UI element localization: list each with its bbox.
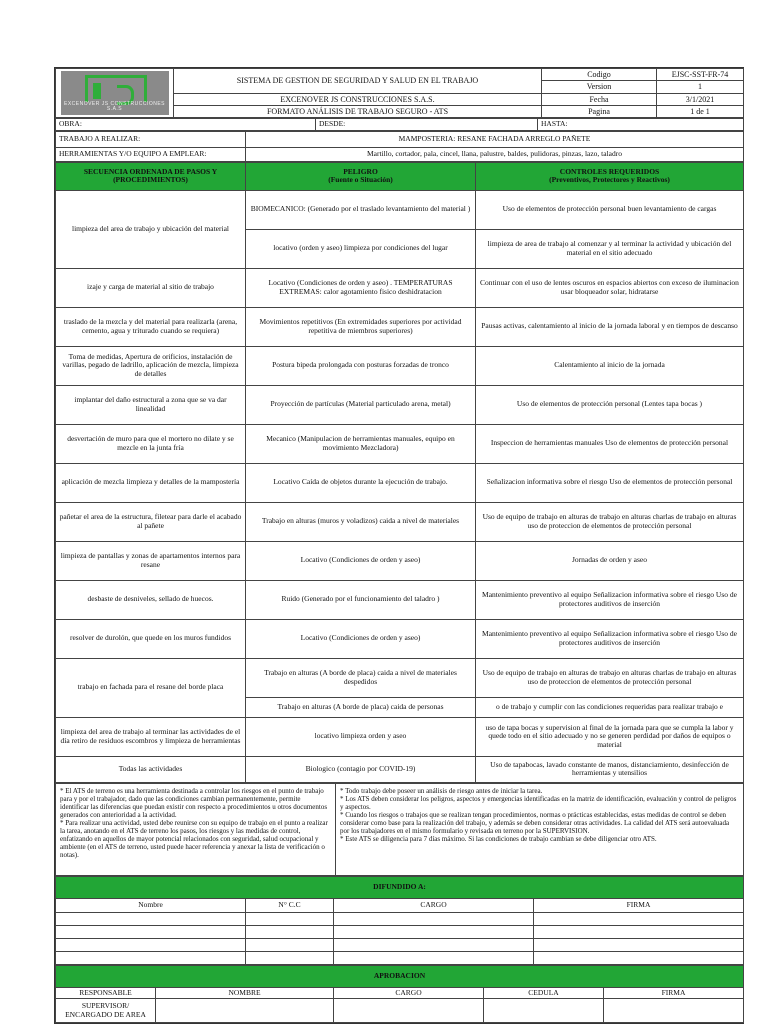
format-title: FORMATO ANÁLISIS DE TRABAJO SEGURO - ATS (174, 105, 542, 117)
table-row (56, 346, 744, 385)
aprobacion-cargo: CARGO (334, 987, 484, 999)
table-row (56, 717, 744, 756)
aprobacion-cedula: CEDULA (484, 987, 604, 999)
table-row (56, 268, 744, 307)
control-cell: Uso de equipo de trabajo en alturas de trabajo en alturas charlas de trabajo en alturas uso de proteccion de elementos de protección personal (476, 502, 744, 541)
system-title: SISTEMA DE GESTION DE SEGURIDAD Y SALUD EN EL TRABAJO (174, 69, 542, 94)
col-peligro (246, 162, 476, 190)
company-logo (56, 69, 174, 118)
aprobacion-supervisor: SUPERVISOR/ ENCARGADO DE AREA (56, 999, 156, 1023)
control-cell: Uso de tapabocas, lavado constante de manos, distanciamiento, desinfección de herramientas y utensilios (476, 756, 744, 782)
codigo-value: EJSC-SST-FR-74 (657, 69, 744, 81)
aprobacion-responsable: RESPONSABLE (56, 987, 156, 999)
table-row (56, 463, 744, 502)
paso-cell: Toma de medidas, Apertura de orificios, instalación de varillas, pegado de ladrillo, aplicación de mezcla, limpieza de detalles (56, 346, 246, 385)
info-section (55, 118, 744, 131)
aprobacion-nombre: NOMBRE (156, 987, 334, 999)
col-controles (476, 162, 744, 190)
signature-row[interactable] (56, 938, 744, 951)
col-secuencia: SECUENCIA ORDENADA DE PASOS Y (PROCEDIMIENTOS) (56, 162, 246, 190)
peligro-cell: locativo limpieza orden y aseo (246, 717, 476, 756)
paso-cell: izaje y carga de material al sitio de trabajo (56, 268, 246, 307)
difundido-section (55, 876, 744, 965)
trabajo-value: MAMPOSTERIA: RESANE FACHADA ARREGLO PAÑETE (246, 131, 744, 147)
control-cell: Uso de elementos de protección personal buen levantamiento de cargas (476, 190, 744, 229)
notes-section (55, 783, 744, 876)
peligro-cell: BIOMECANICO: (Generado por el traslado levantamiento del material ) (246, 190, 476, 229)
risk-table (55, 162, 744, 783)
company-name: EXCENOVER JS CONSTRUCCIONES S.A.S. (174, 93, 542, 105)
hasta-field[interactable]: HASTA: (538, 119, 744, 131)
signature-row[interactable] (56, 912, 744, 925)
peligro-cell: Movimientos repetitivos (En extremidades superiores por actividad repetitiva de miembros superiores) (246, 307, 476, 346)
control-cell: Uso de elementos de protección personal (Lentes tapa bocas ) (476, 385, 744, 424)
notes-right: * Todo trabajo debe poseer un análisis de riesgo antes de iniciar la tarea. * Los ATS deben considerar los peligros, aspectos y emergencias identificadas en la matriz de identificación, evaluación y control de peligros y aspectos. * Cuando los riesgos o trabajos que se realizan tengan procedimientos, normas o prácticas establecidas, estas medidas de control se deben considerar como base para la realización del trabajo, y además se deben considerar otras actividades. La calidad del ATS será autoevaluada por los trabajadores en el mismo formulario y revisada en terreno por la SUPERVISION. * Este ATS se diligencia para 7 días máximo. Si las condiciones de trabajo cambian se debe diligenciar otro ATS. (336, 783, 744, 875)
peligro-cell: Biologico (contagio por COVID-19) (246, 756, 476, 782)
control-cell: o de trabajo y cumplir con las condiciones requeridas para realizar trabajo e (476, 697, 744, 717)
control-cell: Inspeccion de herramientas manuales Uso de elementos de protección personal (476, 424, 744, 463)
obra-field[interactable]: OBRA: (56, 119, 316, 131)
peligro-cell: Trabajo en alturas (muros y voladizos) caida a nivel de materiales (246, 502, 476, 541)
table-row (56, 541, 744, 580)
supervisor-cargo-field[interactable] (334, 999, 484, 1023)
paso-cell: pañetar el area de la estructura, filetear para darle el acabado al pañete (56, 502, 246, 541)
paso-cell: desvertación de muro para que el mortero no dilate y se mezcle en la junta fría (56, 424, 246, 463)
supervisor-firma-field[interactable] (604, 999, 744, 1023)
control-cell: Mantenimiento preventivo al equipo Señalizacion informativa sobre el riesgo Uso de protectores auditivos de inserción (476, 619, 744, 658)
peligro-cell: Postura bipeda prolongada con posturas forzadas de tronco (246, 346, 476, 385)
peligro-cell: Trabajo en alturas (A borde de placa) caida a nivel de materiales despedidos (246, 658, 476, 697)
paso-cell: limpieza del area de trabajo al terminar las actividades de el día retiro de residuos escombros y limpieza de herramientas (56, 717, 246, 756)
control-cell: Uso de equipo de trabajo en alturas de trabajo en alturas charlas de trabajo en alturas uso de proteccion de elementos de protección personal (476, 658, 744, 697)
trabajo-label: TRABAJO A REALIZAR: (56, 131, 246, 147)
paso-cell: trabajo en fachada para el resane del borde placa (56, 658, 246, 717)
col-peligro-title: PELIGRO (343, 166, 378, 176)
difundido-title: DIFUNDIDO A: (56, 876, 744, 898)
pagina-label: Pagina (542, 105, 657, 117)
paso-cell: Todas las actividades (56, 756, 246, 782)
signature-row[interactable] (56, 951, 744, 964)
fecha-label: Fecha (542, 93, 657, 105)
difundido-firma: FIRMA (534, 898, 744, 912)
work-section (55, 131, 744, 162)
col-controles-title: CONTROLES REQUERIDOS (559, 166, 660, 176)
notes-left: * El ATS de terreno es una herramienta destinada a controlar los riesgos en el punto de trabajo para y por el trabajador, dado que las condiciones cambian permanentemente, permite identificar las diferencias que puedan existir con respecto a procedimientos u otros documentos generados con anterioridad a la actividad. * Para realizar una actividad, usted debe reunirse con su equipo de trabajo en el punto a realizar la tarea, anotando en el ATS de terreno los pasos, los riesgos y las medidas de control, enfatizando en aquellos de mayor potencial relacionados con seguridad, salud ocupacional y ambiente (en el ATS de terreno, usted puede hacer referencia y anexar la lista de verificación o notas). (56, 783, 336, 875)
control-cell: Pausas activas, calentamiento al inicio de la jornada laboral y en tiempos de descanso (476, 307, 744, 346)
table-row (56, 385, 744, 424)
signature-row[interactable] (56, 925, 744, 938)
control-cell: Calentamiento al inicio de la jornada (476, 346, 744, 385)
peligro-cell: Locativo (Condiciones de orden y aseo) (246, 541, 476, 580)
peligro-cell: Proyección de partículas (Material particulado arena, metal) (246, 385, 476, 424)
difundido-nombre: Nombre (56, 898, 246, 912)
peligro-cell: Ruido (Generado por el funcionamiento del taladro ) (246, 580, 476, 619)
table-row (56, 502, 744, 541)
difundido-cargo: CARGO (334, 898, 534, 912)
paso-cell: implantar del daño estructural a zona que se va dar linealidad (56, 385, 246, 424)
difundido-cc: N° C.C (246, 898, 334, 912)
aprobacion-section (55, 965, 744, 1024)
peligro-cell: Locativo Caída de objetos durante la ejecución de trabajo. (246, 463, 476, 502)
control-cell: limpieza de area de trabajo al comenzar y al terminar la actividad y ubicación del material en el sitio adecuado (476, 229, 744, 268)
supervisor-nombre-field[interactable] (156, 999, 334, 1023)
herramientas-label: HERRAMIENTAS Y/O EQUIPO A EMPLEAR: (56, 147, 246, 161)
logo-text: EXCENOVER JS CONSTRUCCIONES S.A.S (63, 100, 165, 113)
version-label: Version (542, 81, 657, 93)
peligro-cell: locativo (orden y aseo) limpieza por condiciones del lugar (246, 229, 476, 268)
pagina-value: 1 de 1 (657, 105, 744, 117)
herramientas-value: Martillo, cortador, pala, cincel, llana, palustre, baldes, pulidoras, pinzas, lazo, taladro (246, 147, 744, 161)
table-row (56, 424, 744, 463)
aprobacion-firma: FIRMA (604, 987, 744, 999)
ats-form (54, 67, 744, 1024)
table-row (56, 658, 744, 697)
paso-cell: limpieza del area de trabajo y ubicación del material (56, 190, 246, 268)
table-row (56, 190, 744, 229)
control-cell: Jornadas de orden y aseo (476, 541, 744, 580)
form-header (55, 68, 744, 118)
desde-field[interactable]: DESDE: (316, 119, 538, 131)
fecha-value: 3/1/2021 (657, 93, 744, 105)
aprobacion-title: APROBACION (56, 965, 744, 987)
table-row (56, 580, 744, 619)
control-cell: Continuar con el uso de lentes oscuros en espacios abiertos con exceso de iluminacion usar bloqueador solar, hidratarse (476, 268, 744, 307)
version-value: 1 (657, 81, 744, 93)
col-controles-sub: (Preventivos, Protectores y Reactivos) (549, 175, 670, 185)
table-row (56, 756, 744, 782)
col-peligro-sub: (Fuente o Situación) (328, 175, 393, 185)
peligro-cell: Mecanico (Manipulacion de herramientas manuales, equipo en movimiento Mezcladora) (246, 424, 476, 463)
peligro-cell: Locativo (Condiciones de orden y aseo) . TEMPERATURAS EXTREMAS: calor agotamiento fisico deshidratacion (246, 268, 476, 307)
peligro-cell: Locativo (Condiciones de orden y aseo) (246, 619, 476, 658)
supervisor-cedula-field[interactable] (484, 999, 604, 1023)
paso-cell: traslado de la mezcla y del material para realizarla (arena, cemento, agua y triturado cuando se requiera) (56, 307, 246, 346)
table-row (56, 619, 744, 658)
paso-cell: desbaste de desniveles, sellado de huecos. (56, 580, 246, 619)
table-row (56, 307, 744, 346)
paso-cell: aplicación de mezcla limpieza y detalles de la mampostería (56, 463, 246, 502)
codigo-label: Codigo (542, 69, 657, 81)
paso-cell: limpieza de pantallas y zonas de apartamentos internos para resane (56, 541, 246, 580)
peligro-cell: Trabajo en alturas (A borde de placa) caida de personas (246, 697, 476, 717)
control-cell: Mantenimiento preventivo al equipo Señalizacion informativa sobre el riesgo Uso de protectores auditivos de inserción (476, 580, 744, 619)
control-cell: uso de tapa bocas y supervision al final de la jornada para que se cumpla la labor y quede todo en el sitio adecuado y no se generen perdidad por daños de equipos o material (476, 717, 744, 756)
paso-cell: resolver de durolón, que quede en los muros fundidos (56, 619, 246, 658)
control-cell: Señalizacion informativa sobre el riesgo Uso de elementos de protección personal (476, 463, 744, 502)
